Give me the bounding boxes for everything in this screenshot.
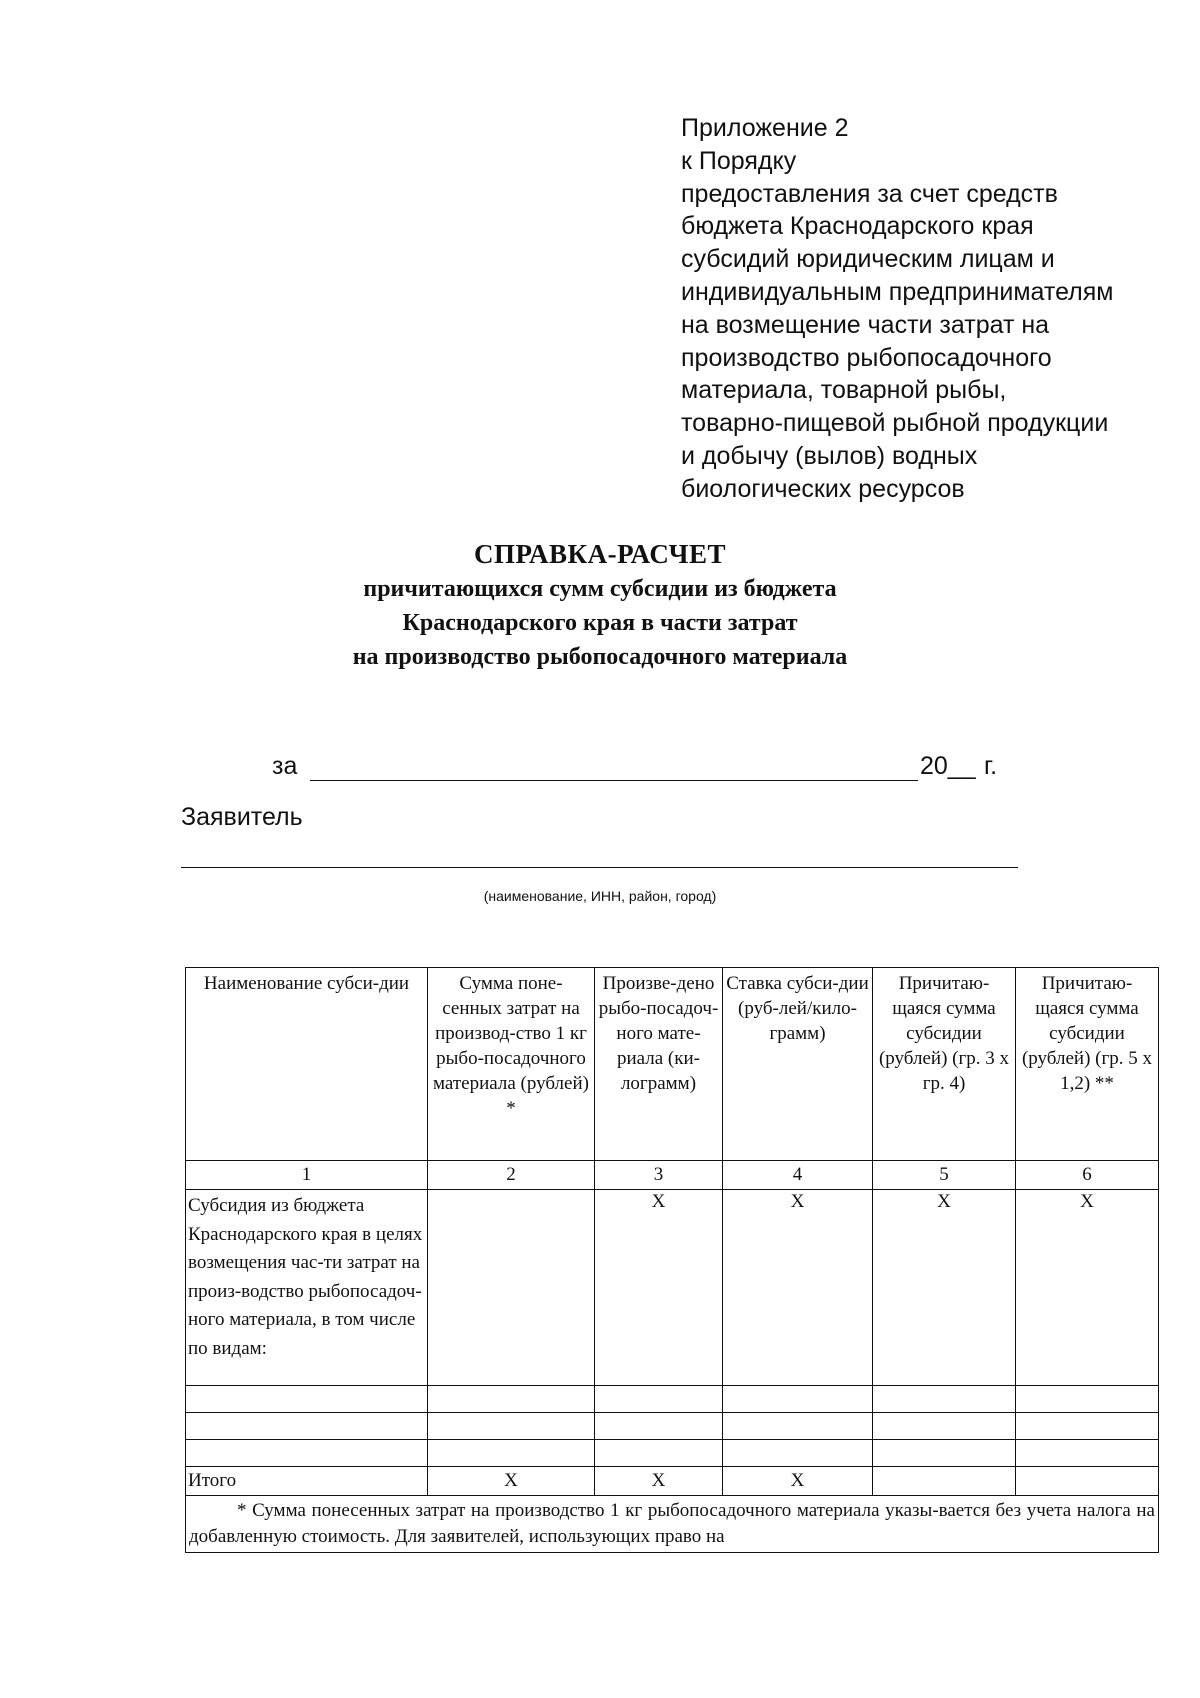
appendix-line: материала, товарной рыбы, — [681, 376, 1007, 405]
appendix-line: индивидуальным предпринимателям — [681, 277, 1114, 306]
table-cell[interactable] — [873, 1386, 1016, 1413]
table-cell: X — [873, 1190, 1016, 1386]
footnote-cell — [186, 1496, 1159, 1553]
table-row — [186, 1190, 1159, 1386]
column-number: 3 — [595, 1161, 723, 1190]
table-row — [186, 1413, 1159, 1440]
applicant-label: Заявитель — [181, 803, 303, 831]
table-cell[interactable] — [428, 1413, 595, 1440]
table-row — [186, 1440, 1159, 1467]
table-cell: X — [723, 1190, 873, 1386]
period-blank-field[interactable] — [310, 780, 918, 781]
table-cell[interactable] — [723, 1413, 873, 1440]
table-cell[interactable] — [186, 1440, 428, 1467]
table-cell[interactable] — [1016, 1386, 1159, 1413]
footnote-row — [186, 1496, 1159, 1553]
table-row — [186, 1386, 1159, 1413]
table-cell[interactable] — [186, 1413, 428, 1440]
table-cell[interactable] — [723, 1386, 873, 1413]
period-year: 20__ — [920, 752, 976, 780]
period-suffix: г. — [984, 752, 998, 780]
table-cell[interactable] — [186, 1386, 428, 1413]
header-cell: Произве-дено рыбо-посадоч-ного мате-риала (ки-лограмм) — [595, 968, 723, 1161]
total-label: Итого — [186, 1467, 428, 1496]
appendix-line: к Порядку — [681, 146, 797, 175]
appendix-line: субсидий юридическим лицам и — [681, 245, 1055, 274]
appendix-line: и добычу (вылов) водных — [681, 441, 978, 470]
column-number: 1 — [186, 1161, 428, 1190]
column-number: 4 — [723, 1161, 873, 1190]
header-cell: Сумма поне-сенных затрат на производ-ство 1 кг рыбо-посадочного материала (рублей) * — [428, 968, 595, 1161]
table-cell[interactable] — [873, 1440, 1016, 1467]
header-cell: Причитаю-щаяся сумма субсидии (рублей) (гр. 3 х гр. 4) — [873, 968, 1016, 1161]
applicant-caption: (наименование, ИНН, район, город) — [483, 888, 717, 904]
appendix-line: предоставления за счет средств — [681, 179, 1058, 208]
appendix-line: на возмещение части затрат на — [681, 310, 1050, 339]
column-number: 2 — [428, 1161, 595, 1190]
title-sub-line: причитающихся сумм субсидии из бюджета — [363, 576, 837, 602]
footnote-text: * Сумма понесенных затрат на производство 1 кг рыбопосадочного материала указы-вается без учета налога на добавленную стоимость. Для заявителей, использующих право на — [189, 1500, 1155, 1547]
table-cell[interactable] — [1016, 1440, 1159, 1467]
table-cell: X — [723, 1467, 873, 1496]
table-cell[interactable] — [1016, 1413, 1159, 1440]
header-cell: Причитаю-щаяся сумма субсидии (рублей) (гр. 5 х 1,2) ** — [1016, 968, 1159, 1161]
table-cell: X — [595, 1190, 723, 1386]
appendix-header — [681, 112, 1181, 506]
title-sub-line: на производство рыбопосадочного материала — [352, 644, 848, 670]
appendix-line: производство рыбопосадочного — [681, 343, 1052, 372]
table-cell[interactable] — [723, 1440, 873, 1467]
table-cell[interactable] — [873, 1467, 1016, 1496]
calculation-table — [185, 967, 1159, 1553]
table-cell[interactable] — [1016, 1467, 1159, 1496]
period-line — [272, 752, 1012, 786]
header-cell: Ставка субси-дии (руб-лей/кило-грамм) — [723, 968, 873, 1161]
total-row — [186, 1467, 1159, 1496]
table-cell[interactable] — [595, 1440, 723, 1467]
table-cell[interactable] — [595, 1413, 723, 1440]
title-main: СПРАВКА-РАСЧЕТ — [474, 539, 726, 569]
table-cell[interactable] — [428, 1190, 595, 1386]
title-sub-line: Краснодарского края в части затрат — [402, 610, 798, 636]
period-prefix: за — [272, 752, 298, 780]
appendix-line: Приложение 2 — [681, 114, 849, 142]
column-number: 5 — [873, 1161, 1016, 1190]
table-header-row — [186, 968, 1159, 1161]
document-title — [0, 536, 1200, 674]
header-cell: Наименование субси-дии — [186, 968, 428, 1161]
table-cell: X — [428, 1467, 595, 1496]
column-number: 6 — [1016, 1161, 1159, 1190]
table-cell[interactable] — [595, 1386, 723, 1413]
row-label: Субсидия из бюджета Краснодарского края в целях возмещения час-ти затрат на произ-водство рыбопосадоч-ного материала, в том числе по видам: — [186, 1190, 428, 1386]
appendix-line: товарно-пищевой рыбной продукции — [681, 409, 1109, 438]
appendix-line: биологических ресурсов — [681, 474, 965, 503]
column-number-row — [186, 1161, 1159, 1190]
table-cell[interactable] — [428, 1440, 595, 1467]
table-cell[interactable] — [428, 1386, 595, 1413]
appendix-line: бюджета Краснодарского края — [681, 212, 1034, 241]
table-cell[interactable] — [873, 1413, 1016, 1440]
table-cell: X — [1016, 1190, 1159, 1386]
applicant-blank-field[interactable] — [181, 867, 1018, 868]
table-cell: X — [595, 1467, 723, 1496]
